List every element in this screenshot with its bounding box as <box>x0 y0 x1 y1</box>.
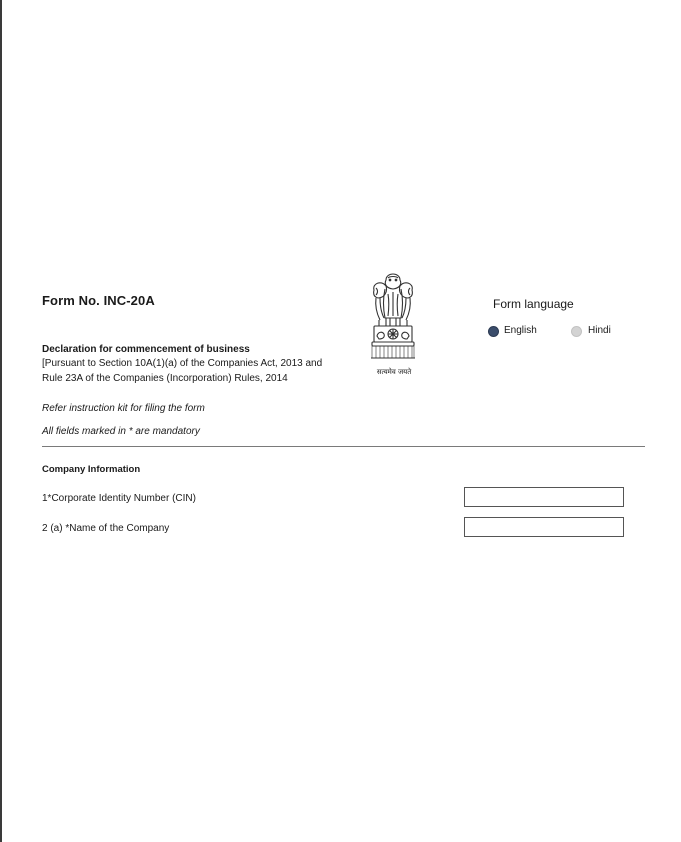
language-label-hindi[interactable]: Hindi <box>588 325 611 336</box>
instruction-kit-note: Refer instruction kit for filing the form <box>42 403 205 414</box>
language-radio-english[interactable] <box>488 326 499 337</box>
cin-input[interactable] <box>464 487 624 507</box>
section-divider <box>42 446 645 447</box>
company-information-heading: Company Information <box>42 464 141 475</box>
declaration-title: Declaration for commencement of business <box>42 344 250 355</box>
emblem-motto: सत्यमेव जयते <box>376 368 412 376</box>
declaration-rule-line: Rule 23A of the Companies (Incorporation) Rules, 2014 <box>42 373 288 384</box>
mandatory-fields-note: All fields marked in * are mandatory <box>42 426 200 437</box>
company-name-input[interactable] <box>464 517 624 537</box>
form-title: Form No. INC-20A <box>42 293 155 308</box>
language-label-english[interactable]: English <box>504 325 537 336</box>
form-language-title: Form language <box>493 297 574 311</box>
national-emblem-icon <box>366 268 420 368</box>
language-radio-hindi[interactable] <box>571 326 582 337</box>
cin-label: 1*Corporate Identity Number (CIN) <box>42 493 196 504</box>
company-name-label: 2 (a) *Name of the Company <box>42 523 170 534</box>
declaration-pursuant-line: [Pursuant to Section 10A(1)(a) of the Companies Act, 2013 and <box>42 358 323 369</box>
